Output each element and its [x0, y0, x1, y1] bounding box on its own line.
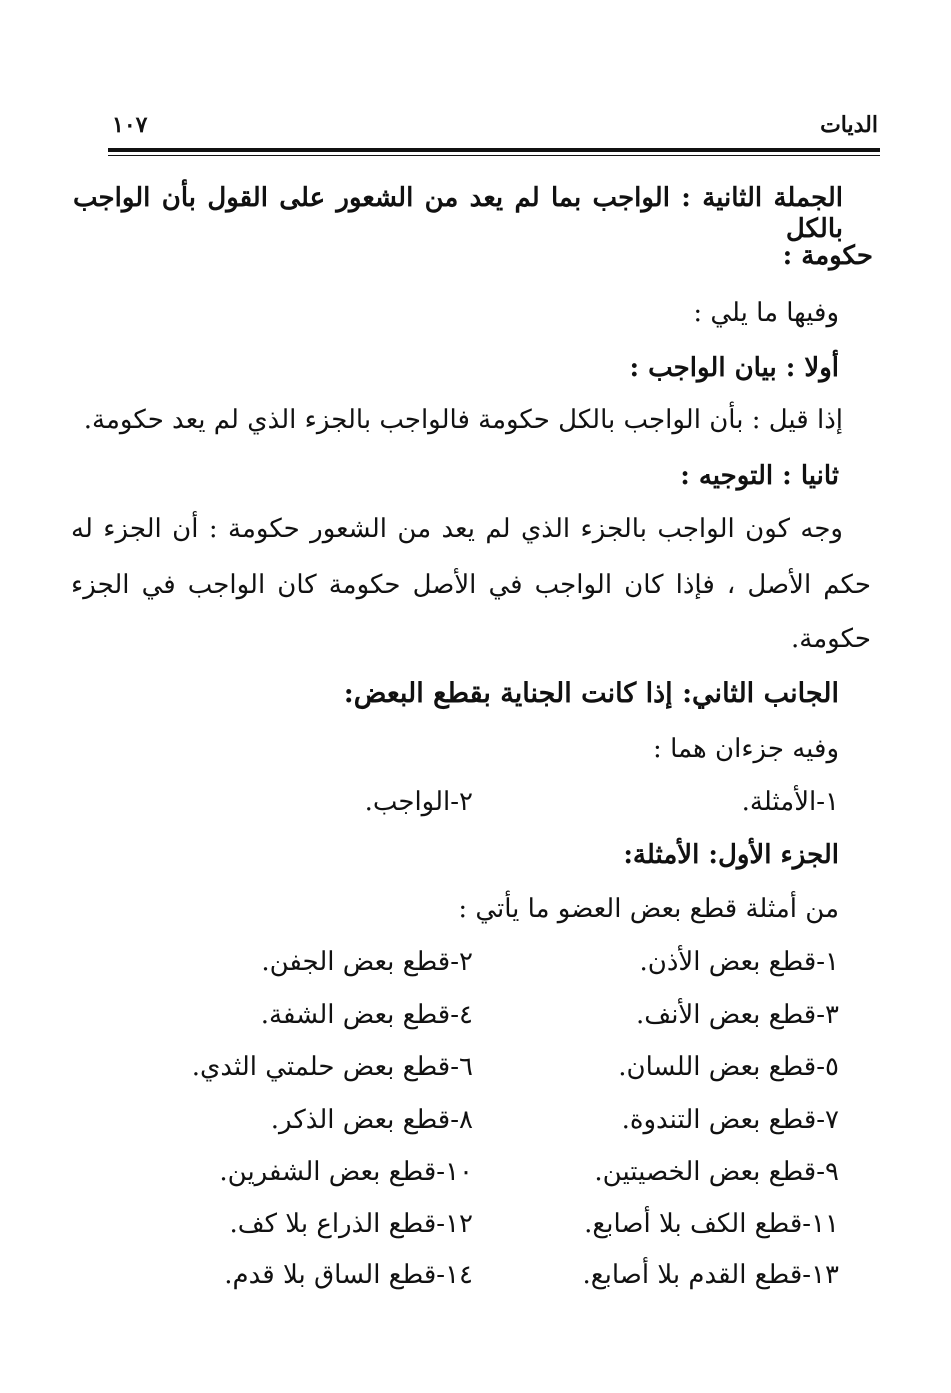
- example-item: ٥-قطع بعض اللسان.: [618, 1052, 839, 1082]
- text-line: من أمثلة قطع بعض العضو ما يأتي :: [458, 894, 839, 924]
- page-number: ١٠٧: [112, 112, 148, 138]
- example-item: ١٠-قطع بعض الشفرين.: [219, 1157, 473, 1187]
- list-item: ٢-الواجب.: [364, 787, 473, 817]
- subheading-second: ثانيا : التوجيه :: [680, 461, 839, 491]
- example-item: ١٤-قطع الساق بلا قدم.: [224, 1260, 473, 1290]
- example-item: ٨-قطع بعض الذكر.: [270, 1105, 473, 1135]
- example-item: ٤-قطع بعض الشفة.: [260, 1000, 473, 1030]
- example-item: ٦-قطع بعض حلمتي الثدي.: [191, 1052, 473, 1082]
- text-line: حكومة.: [791, 624, 871, 654]
- text-line: حكم الأصل ، فإذا كان الواجب في الأصل حكومة كان الواجب في الجزء: [71, 570, 871, 600]
- header-rule-thin: [108, 155, 880, 156]
- example-item: ٣-قطع بعض الأنف.: [636, 1000, 839, 1030]
- text-line: إذا قيل : بأن الواجب بالكل حكومة فالواجب بالجزء الذي لم يعد حكومة.: [83, 405, 843, 435]
- header-rule-thick: [108, 148, 880, 152]
- subsection-heading: الجزء الأول: الأمثلة:: [623, 840, 839, 870]
- text-line: وفيه جزءان هما :: [653, 734, 839, 764]
- section-heading: الجانب الثاني: إذا كانت الجناية بقطع البعض:: [343, 678, 839, 709]
- example-item: ١-قطع بعض الأذن.: [639, 947, 839, 977]
- text-line: وفيها ما يلي :: [693, 298, 839, 328]
- example-item: ٢-قطع بعض الجفن.: [261, 947, 473, 977]
- example-item: ٩-قطع بعض الخصيتين.: [594, 1157, 839, 1187]
- paragraph-heading-continuation: حكومة :: [782, 241, 873, 271]
- example-item: ١١-قطع الكف بلا أصابع.: [584, 1209, 839, 1239]
- subheading-first: أولا : بيان الواجب :: [629, 353, 839, 383]
- text-line: وجه كون الواجب بالجزء الذي لم يعد من الشعور حكومة : أن الجزء له: [71, 514, 843, 544]
- running-head: [112, 112, 878, 148]
- chapter-title: الديات: [820, 112, 878, 138]
- example-item: ٧-قطع بعض التندوة.: [621, 1105, 839, 1135]
- example-item: ١٣-قطع القدم بلا أصابع.: [582, 1260, 839, 1290]
- paragraph-heading-line: الجملة الثانية : الواجب بما لم يعد من الشعور على القول بأن الواجب بالكل: [73, 183, 843, 245]
- example-item: ١٢-قطع الذراع بلا كف.: [229, 1209, 473, 1239]
- list-item: ١-الأمثلة.: [741, 787, 839, 817]
